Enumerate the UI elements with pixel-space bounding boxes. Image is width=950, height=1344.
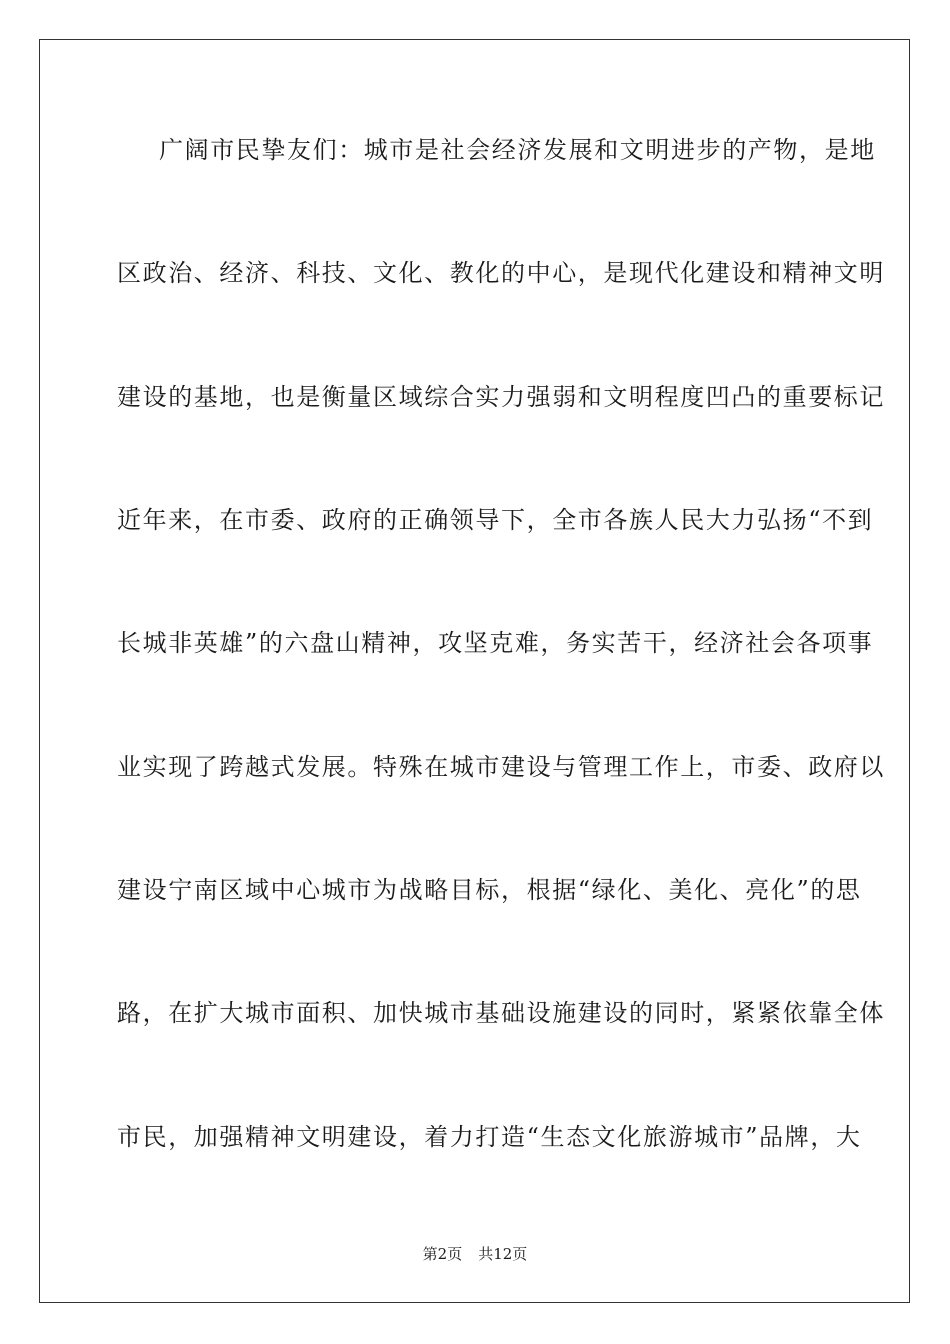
paragraph-line: 近年来，在市委、政府的正确领导下，全市各族人民大力弘扬“不到 [117, 506, 874, 534]
paragraph-line: 广阔市民挚友们：城市是社会经济发展和文明进步的产物，是地 [159, 136, 876, 164]
paragraph-line: 路，在扩大城市面积、加快城市基础设施建设的同时，紧紧依靠全体 [117, 999, 885, 1027]
paragraph-line: 建设宁南区域中心城市为战略目标，根据“绿化、美化、亮化”的思 [117, 876, 862, 904]
paragraph-line: 业实现了跨越式发展。特殊在城市建设与管理工作上，市委、政府以 [117, 753, 885, 781]
page-total: 共12页 [478, 1245, 528, 1263]
paragraph-line: 区政治、经济、科技、文化、教化的中心，是现代化建设和精神文明 [117, 259, 885, 287]
page-border [39, 39, 910, 1303]
page-footer [0, 1244, 950, 1264]
paragraph-line: 建设的基地，也是衡量区域综合实力强弱和文明程度凹凸的重要标记 [117, 383, 885, 411]
paragraph-line: 市民，加强精神文明建设，着力打造“生态文化旅游城市”品牌，大 [117, 1123, 862, 1151]
page-number: 第2页 [422, 1245, 463, 1263]
paragraph-line: 长城非英雄”的六盘山精神，攻坚克难，务实苦干，经济社会各项事 [117, 629, 874, 657]
